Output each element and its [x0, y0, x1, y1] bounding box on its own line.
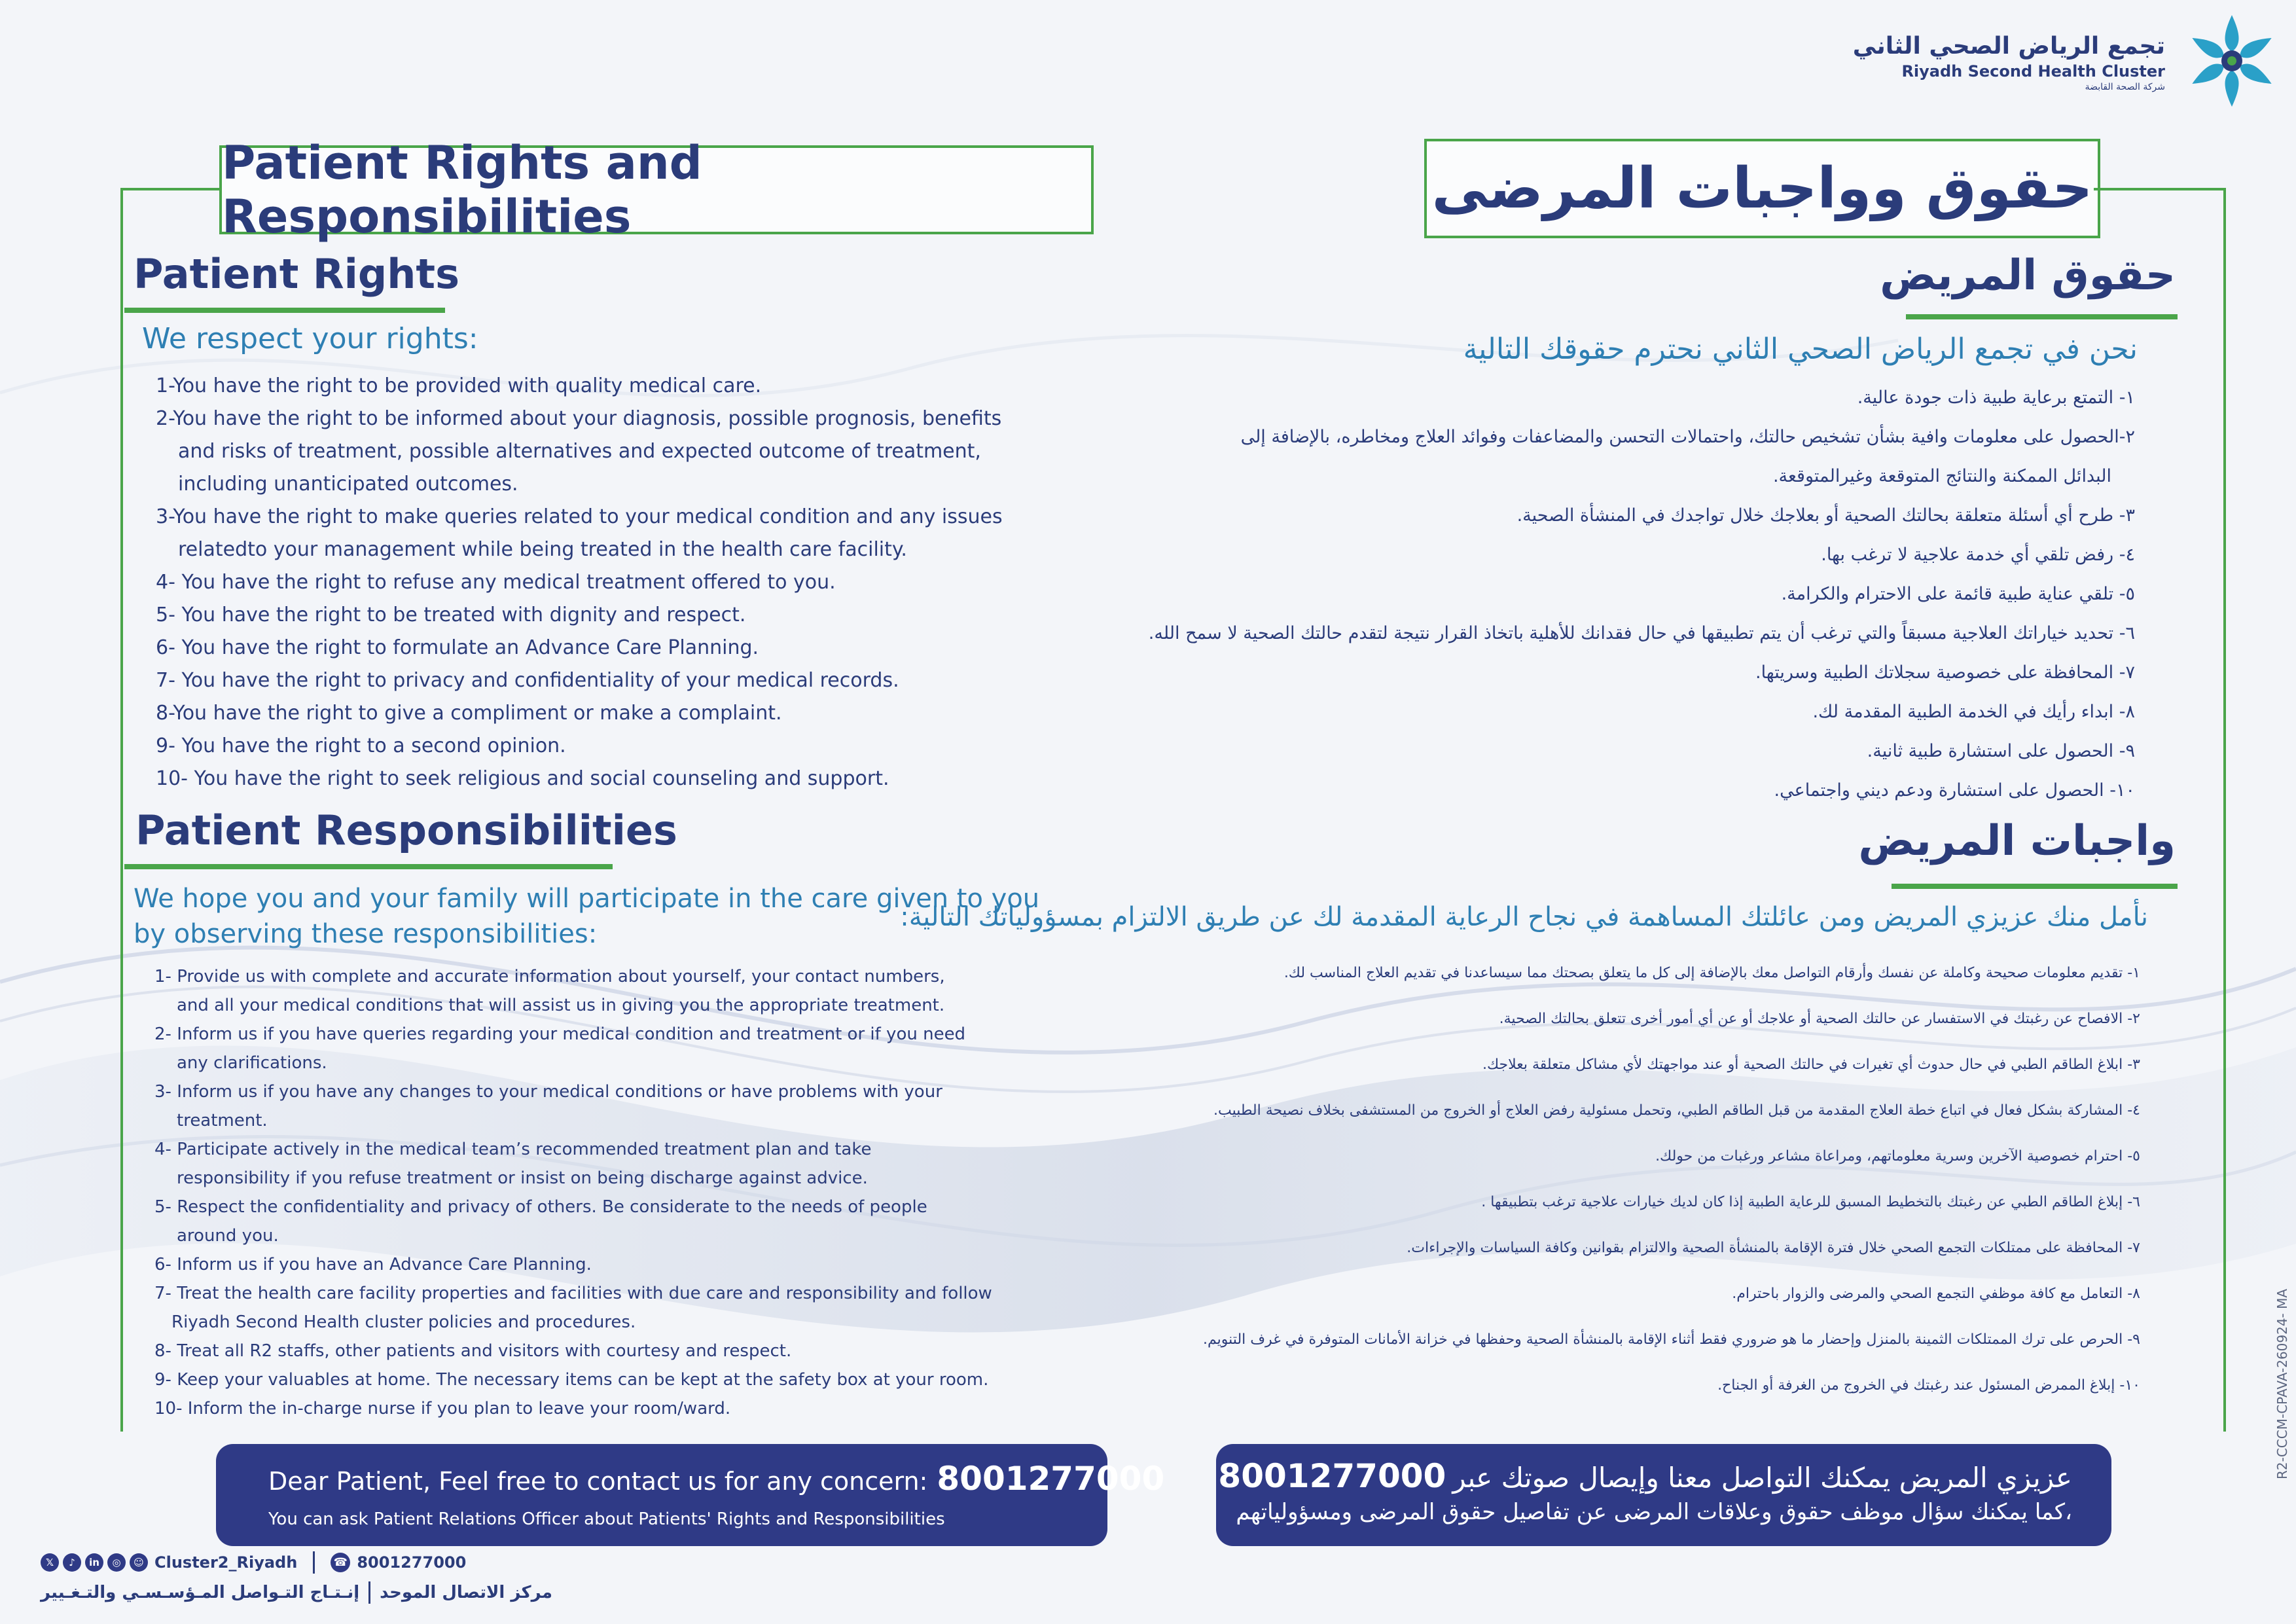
- list-item: ٥- احترام خصوصية الآخرين وسرية معلوماتهم، ومراعاة مشاعر ورغبات من حولك.: [1655, 1148, 2140, 1164]
- social-icons: [41, 1553, 148, 1572]
- resp-list-en: [154, 962, 992, 1423]
- list-item: ٢-الحصول على معلومات وافية بشأن تشخيص حالتك، واحتمالات التحسن والمضاعفات وفوائد العلاج ومخاطره، بالإضافة إلى: [1240, 427, 2135, 447]
- footer-unit-ar: إنـتـاج التـواصل المـؤسـسـي والتـغـيير: [41, 1583, 360, 1602]
- list-item: 10- You have the right to seek religious and social counseling and support.: [156, 767, 889, 790]
- rights-intro-ar: نحن في تجمع الرياض الصحي الثاني نحترم حقوقك التالية: [1463, 333, 2138, 366]
- heading-underline: [1892, 884, 2178, 889]
- contact-subtext-en: You can ask Patient Relations Officer about Patients' Rights and Responsibilities: [268, 1509, 945, 1529]
- rights-list-ar: [1149, 378, 2135, 810]
- list-item: 7- Treat the health care facility properties and facilities with due care and responsibility and follow: [154, 1284, 992, 1303]
- heading-underline: [124, 308, 445, 313]
- logo-subtitle: شركة الصحة القابضة: [2085, 82, 2165, 92]
- contact-text-ar: عزيزي المريض يمكنك التواصل معنا وإيصال صوتك عبر: [1452, 1462, 2072, 1494]
- list-item: ٩- الحرص على ترك الممتلكات الثمينة بالمنزل وإحضار ما هو ضروري فقط أثناء الإقامة بالمنشأة الصحية وحفظها في خزانة الأمانات المتوفرة في غرف التنويم.: [1203, 1331, 2140, 1348]
- list-item: 9- Keep your valuables at home. The necessary items can be kept at the safety box at your room.: [154, 1370, 989, 1390]
- list-item: 1- Provide us with complete and accurate information about yourself, your contact numbers,: [154, 967, 945, 986]
- divider-line: [120, 188, 123, 1432]
- contact-subtext-ar: ،كما يمكنك سؤال موظف حقوق وعلاقات المرضى عن تفاصيل حقوق المرضى ومسؤولياتهم: [1236, 1499, 2072, 1525]
- list-item: ١٠- الحصول على استشارة ودعم ديني واجتماعي.: [1774, 780, 2135, 801]
- footer-call-center-ar: مركز الاتصال الموحد: [380, 1583, 552, 1602]
- resp-heading-ar: واجبات المريض: [1858, 817, 2176, 865]
- rights-list-en: [156, 370, 1003, 795]
- list-item: ٩- الحصول على استشارة طبية ثانية.: [1867, 741, 2135, 761]
- list-item: ٦- تحديد خياراتك العلاجية مسبقاً والتي ترغب أن يتم تطبيقها في حال فقدانك للأهلية باتخاذ القرار نتيجة لتقدم حالتك الصحية لا سمح الله.: [1148, 623, 2135, 643]
- cluster-logo-text: [1853, 33, 2165, 92]
- list-item: ١- تقديم معلومات صحيحة وكاملة عن نفسك وأرقام التواصل معك بالإضافة إلى كل ما يتعلق بصحتك مما سيساعدنا في تقديم العلاج المناسب لك.: [1283, 965, 2140, 981]
- cluster-logo-icon: [2183, 12, 2281, 110]
- list-item: ٨- التعامل مع كافة موظفي التجمع الصحي والمرضى والزوار باحترام.: [1732, 1286, 2140, 1302]
- list-item: 2-You have the right to be informed about your diagnosis, possible prognosis, benefits: [156, 407, 1002, 430]
- footer-divider: [313, 1551, 315, 1574]
- list-item: and risks of treatment, possible alternatives and expected outcome of treatment,: [178, 440, 981, 463]
- list-item: 8-You have the right to give a compliment or make a complaint.: [156, 702, 782, 725]
- list-item: Riyadh Second Health cluster policies and procedures.: [171, 1312, 636, 1332]
- list-item: البدائل الممكنة والنتائج المتوقعة وغيرالمتوقعة.: [1772, 466, 2111, 486]
- list-item: 3- Inform us if you have any changes to your medical conditions or have problems with your: [154, 1082, 942, 1102]
- list-item: ٢- الافصاح عن رغبتك في الاستفسار عن حالتك الصحية أو علاجك أو عن أي أمور أخرى تتعلق بحالتك الصحية.: [1499, 1011, 2140, 1027]
- contact-number-en[interactable]: 8001277000: [937, 1460, 1165, 1498]
- list-item: around you.: [177, 1226, 279, 1246]
- contact-banner-en: [216, 1444, 1165, 1546]
- contact-text-en: Dear Patient, Feel free to contact us for any concern:: [268, 1467, 928, 1496]
- divider-line: [2094, 188, 2225, 190]
- list-item: and all your medical conditions that will assist us in giving you the appropriate treatment.: [177, 996, 945, 1015]
- list-item: ٨- ابداء رأيك في الخدمة الطبية المقدمة لك.: [1812, 702, 2135, 722]
- list-item: 5- Respect the confidentiality and privacy of others. Be considerate to the needs of people: [154, 1197, 927, 1217]
- rights-heading-ar: حقوق المريض: [1880, 251, 2176, 300]
- footer: [41, 1551, 552, 1604]
- contact-number-ar[interactable]: 8001277000: [1218, 1457, 1446, 1495]
- page-title-ar: حقوق وواجبات المرضى: [1424, 139, 2100, 238]
- logo-name-en: Riyadh Second Health Cluster: [1901, 62, 2165, 81]
- divider-line: [2223, 188, 2226, 1432]
- list-item: 8- Treat all R2 staffs, other patients and visitors with courtesy and respect.: [154, 1341, 792, 1361]
- heading-underline: [124, 864, 613, 869]
- document-code: R2-CCCM-CPAVA-260924- MA: [2274, 1288, 2290, 1479]
- resp-heading-en: Patient Responsibilities: [135, 806, 677, 854]
- list-item: 2- Inform us if you have queries regarding your medical condition and treatment or if you need: [154, 1024, 966, 1044]
- list-item: any clarifications.: [177, 1053, 327, 1073]
- list-item: 1-You have the right to be provided with quality medical care.: [156, 374, 762, 397]
- list-item: ٤- رفض تلقي أي خدمة علاجية لا ترغب بها.: [1821, 545, 2135, 565]
- list-item: ١٠- إبلاغ الممرض المسئول عند رغبتك في الخروج من الغرفة أو الجناح.: [1717, 1377, 2140, 1394]
- rights-intro-en: We respect your rights:: [142, 322, 478, 355]
- list-item: ٧- المحافظة على ممتلكات التجمع الصحي خلال فترة الإقامة بالمنشأة الصحية والالتزام بقوانين وكافة السياسات والإجراءات.: [1407, 1240, 2140, 1256]
- list-item: responsibility if you refuse treatment or insist on being discharge against advice.: [177, 1168, 868, 1188]
- rights-heading-en: Patient Rights: [134, 250, 459, 298]
- list-item: ٥- تلقي عناية طبية قائمة على الاحترام والكرامة.: [1781, 584, 2135, 604]
- list-item: 5- You have the right to be treated with dignity and respect.: [156, 604, 746, 626]
- linkedin-icon[interactable]: in: [85, 1553, 103, 1572]
- list-item: ١- التمتع برعاية طبية ذات جودة عالية.: [1857, 388, 2135, 408]
- list-item: 6- Inform us if you have an Advance Care Planning.: [154, 1255, 592, 1274]
- instagram-icon[interactable]: ◎: [107, 1553, 126, 1572]
- phone-icon: ☎: [331, 1553, 350, 1572]
- list-item: including unanticipated outcomes.: [178, 473, 518, 496]
- snapchat-icon[interactable]: ☺: [130, 1553, 148, 1572]
- resp-intro-en-1: We hope you and your family will participate in the care given to you: [134, 884, 1040, 914]
- list-item: ٣- ابلاغ الطاقم الطبي في حال حدوث أي تغيرات في حالتك الصحية أو عند مواجهتك لأي مشاكل متعلقة بعلاجك.: [1482, 1056, 2140, 1073]
- heading-underline: [1906, 314, 2178, 319]
- divider-line: [120, 188, 221, 190]
- list-item: 6- You have the right to formulate an Advance Care Planning.: [156, 636, 759, 659]
- list-item: 3-You have the right to make queries related to your medical condition and any issues: [156, 505, 1003, 528]
- list-item: 7- You have the right to privacy and confidentiality of your medical records.: [156, 669, 899, 692]
- list-item: 4- You have the right to refuse any medical treatment offered to you.: [156, 571, 836, 594]
- social-handle[interactable]: Cluster2_Riyadh: [154, 1553, 298, 1572]
- contact-banner-ar: [1216, 1444, 2111, 1546]
- tiktok-icon[interactable]: ♪: [63, 1553, 81, 1572]
- list-item: treatment.: [177, 1111, 268, 1130]
- list-item: ٣- طرح أي أسئلة متعلقة بحالتك الصحية أو بعلاجك خلال تواجدك في المنشأة الصحية.: [1516, 505, 2135, 526]
- resp-intro-ar: نأمل منك عزيزي المريض ومن عائلتك المساهمة في نجاح الرعاية المقدمة لك عن طريق الالتزام بمسؤولياتك التالية:: [900, 902, 2148, 932]
- list-item: ٧- المحافظة على خصوصية سجلاتك الطبية وسريتها.: [1755, 662, 2135, 683]
- x-icon[interactable]: 𝕏: [41, 1553, 59, 1572]
- page-title-en: Patient Rights and Responsibilities: [219, 145, 1094, 234]
- footer-divider: [368, 1581, 370, 1604]
- list-item: ٤- المشاركة بشكل فعال في اتباع خطة العلاج المقدمة من قبل الطاقم الطبي، وتحمل مسئولية رفض العلاج أو الخروج من المستشفى بخلاف نصيحة الطبيب.: [1213, 1102, 2140, 1119]
- footer-phone[interactable]: 8001277000: [357, 1553, 467, 1572]
- resp-list-ar: [1203, 950, 2140, 1409]
- resp-intro-en-2: by observing these responsibilities:: [134, 919, 598, 949]
- list-item: 10- Inform the in-charge nurse if you plan to leave your room/ward.: [154, 1399, 731, 1418]
- list-item: 9- You have the right to a second opinion.: [156, 734, 566, 757]
- list-item: relatedto your management while being treated in the health care facility.: [178, 538, 907, 561]
- list-item: ٦- إبلاغ الطاقم الطبي عن رغبتك بالتخطيط المسبق للرعاية الطبية إذا كان لديك خيارات علاجية ترغب بتطبيقها .: [1481, 1194, 2140, 1210]
- logo-name-ar: تجمع الرياض الصحي الثاني: [1852, 33, 2165, 60]
- list-item: 4- Participate actively in the medical team’s recommended treatment plan and take: [154, 1140, 872, 1159]
